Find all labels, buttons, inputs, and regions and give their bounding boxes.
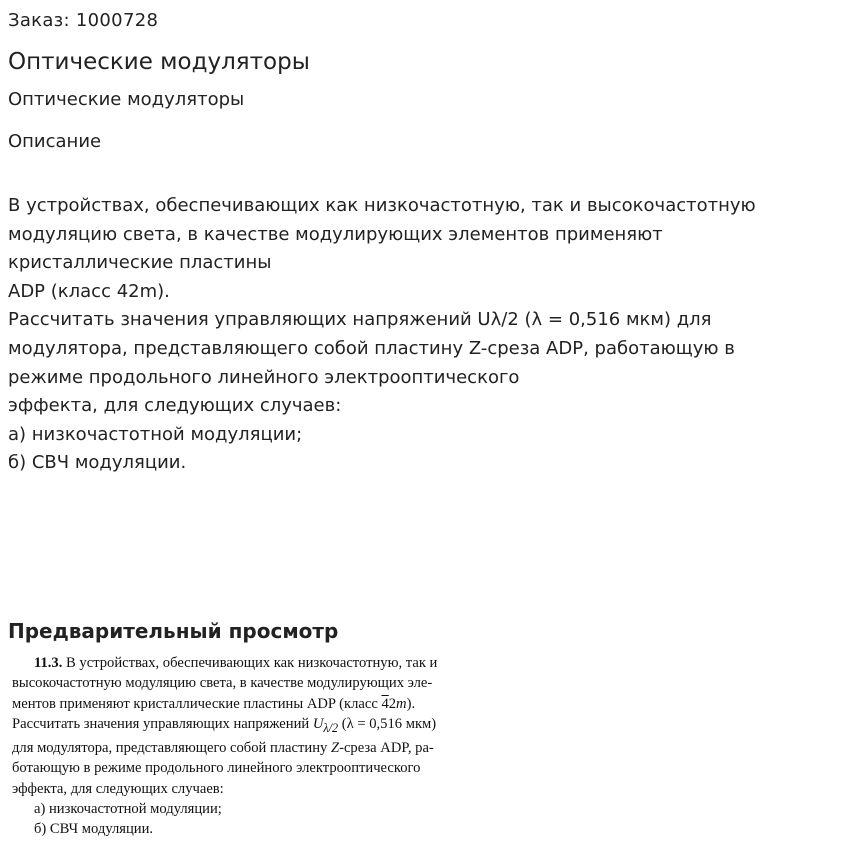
description-line: В устройствах, обеспечивающих как низкочастотную, так и высокочастотную	[8, 195, 756, 216]
italic-symbol: U	[312, 715, 324, 732]
description-line: эффекта, для следующих случаев:	[8, 395, 342, 417]
italic-symbol: Z	[330, 740, 340, 757]
preview-text: В устройствах, обеспечивающих как низкочастотную, так и	[66, 655, 438, 671]
page-title: Оптические модуляторы	[8, 49, 310, 75]
preview-text: Рассчитать значения управляющих напряжений	[12, 715, 313, 732]
order-number: Заказ: 1000728	[8, 10, 159, 31]
description-line: кристаллические пластины	[8, 252, 272, 274]
description-line: модуляцию света, в качестве модулирующих элементов применяют	[8, 223, 663, 245]
description-line: б) СВЧ модуляции.	[8, 452, 187, 474]
preview-line	[12, 819, 522, 839]
preview-text: а) низкочастотной модуляции;	[34, 800, 222, 817]
preview-text: б) СВЧ модуляции.	[34, 821, 154, 838]
preview-line	[12, 714, 522, 738]
preview-scan	[12, 653, 522, 840]
overline-digit: 4	[381, 695, 389, 712]
preview-line	[12, 758, 522, 778]
preview-text: ментов применяют кристаллические пластины ADP (класс	[12, 695, 382, 712]
preview-text: (λ = 0,516 мкм)	[338, 715, 437, 732]
preview-text: ботающую в режиме продольного линейного электрооптического	[12, 760, 421, 777]
subscript: λ/2	[323, 720, 339, 735]
preview-line	[12, 799, 522, 819]
description-line: ADP (класс 42m).	[8, 280, 170, 302]
italic-symbol: m	[396, 695, 407, 712]
description-heading: Описание	[8, 131, 102, 152]
description-line: а) низкочастотной модуляции;	[8, 423, 303, 445]
description-body	[8, 192, 838, 478]
preview-line	[12, 653, 522, 673]
preview-line	[12, 779, 522, 799]
preview-text: ).	[406, 695, 416, 712]
preview-heading: Предварительный просмотр	[8, 619, 339, 643]
description-line: Рассчитать значения управляющих напряжений Uλ/2 (λ = 0,516 мкм) для	[8, 309, 712, 331]
description-line: модулятора, представляющего собой пластину Z-среза ADP, работающую в	[8, 337, 735, 359]
preview-text: 2	[388, 695, 397, 712]
preview-text: эффекта, для следующих случаев:	[12, 780, 224, 797]
page-subtitle: Оптические модуляторы	[8, 89, 245, 110]
description-line: режиме продольного линейного электрооптического	[8, 366, 520, 388]
preview-line	[12, 738, 522, 758]
preview-line	[12, 673, 522, 693]
preview-text: высокочастотную модуляцию света, в качестве модулирующих эле-	[12, 675, 433, 692]
problem-number: 11.3.	[34, 655, 63, 671]
preview-text: -среза ADP, ра-	[339, 740, 434, 757]
preview-line	[12, 694, 522, 714]
preview-text: для модулятора, представляющего собой пластину	[12, 740, 331, 757]
